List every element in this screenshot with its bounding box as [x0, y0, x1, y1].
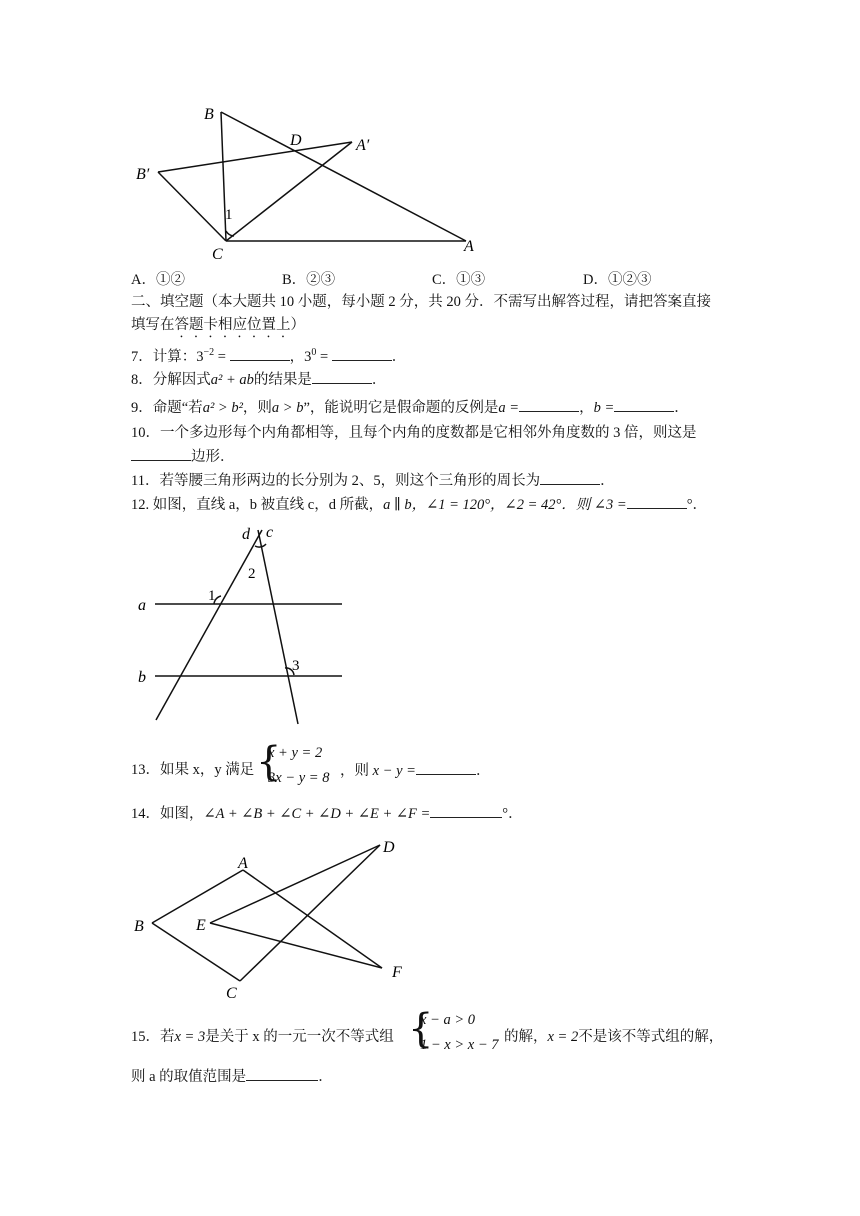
label-E: E	[196, 917, 206, 934]
label-A: A	[464, 238, 474, 255]
inequality-2: 1 − x > x − 7	[420, 1037, 499, 1053]
question-14: 14．如图，∠A + ∠B + ∠C + ∠D + ∠E + ∠F = °．	[131, 803, 523, 824]
answer-blank-9b[interactable]	[614, 397, 674, 412]
question-12: 12. 如图，直线 a，b 被直线 c，d 所截，a ∥ b，∠1 = 120°，∠2 = 42°．则 ∠3 = °．	[131, 494, 707, 515]
label-C: C	[212, 246, 223, 263]
label-A-prime: A′	[356, 137, 370, 154]
question-10-line1: 10．一个多边形每个内角都相等，且每个内角的度数都是它相邻外角度数的 3 倍，则这是	[131, 425, 697, 441]
question-15-tail: 的解，x = 2不是该不等式组的解，	[504, 1029, 724, 1045]
option-d[interactable]: D．①②③	[583, 272, 652, 288]
question-9: 9．命题“若a² > b²，则a > b”，能说明它是假命题的反例是a = ，b = ．	[131, 397, 689, 418]
section2-heading-line2: 填写在答题卡相应位置上）	[131, 317, 305, 333]
answer-blank-15[interactable]	[246, 1066, 318, 1081]
label-F: F	[392, 964, 402, 981]
answer-blank-12[interactable]	[627, 494, 687, 509]
system-brace: {	[256, 739, 282, 785]
figure-triangles	[130, 95, 490, 265]
label-line-b: b	[138, 669, 146, 686]
label-B: B	[134, 918, 144, 935]
question-7: 7．计算：$3^{-2}$ = ，$3^0$ = ．	[131, 347, 407, 365]
label-B: B	[204, 106, 214, 123]
label-D: D	[383, 839, 395, 856]
question-8: 8．分解因式a² + ab的结果是 ．	[131, 369, 386, 390]
equation-2: 3x − y = 8	[268, 770, 330, 786]
question-15-line2: 则 a 的取值范围是 ．	[131, 1066, 333, 1087]
answer-blank-8[interactable]	[312, 369, 372, 384]
label-D: D	[290, 132, 302, 149]
answer-blank-13[interactable]	[416, 760, 476, 775]
label-angle-2: 2	[248, 566, 256, 582]
option-c[interactable]: C．①③	[432, 272, 486, 288]
answer-blank-7b[interactable]	[332, 346, 392, 361]
figure-star	[130, 838, 420, 1003]
equation-1: x + y = 2	[268, 745, 323, 761]
inequality-brace: {	[408, 1006, 434, 1052]
label-line-a: a	[138, 597, 146, 614]
answer-blank-11[interactable]	[540, 470, 600, 485]
option-a[interactable]: A．①②	[131, 272, 185, 288]
option-b[interactable]: B．②③	[282, 272, 336, 288]
label-angle-1: 1	[208, 588, 216, 604]
answer-blank-7a[interactable]	[230, 346, 290, 361]
label-B-prime: B′	[136, 166, 150, 183]
label-line-c: c	[266, 524, 274, 541]
question-13-tail: ，则 x − y = ．	[340, 760, 490, 781]
question-11: 11．若等腰三角形两边的长分别为 2、5，则这个三角形的周长为 ．	[131, 470, 615, 491]
question-13: 13．如果 x，y 满足	[131, 762, 255, 778]
inequality-1: x − a > 0	[420, 1012, 476, 1028]
answer-blank-10[interactable]	[131, 446, 191, 461]
label-A: A	[238, 855, 248, 872]
label-line-d: d	[242, 526, 250, 543]
answer-blank-9a[interactable]	[519, 397, 579, 412]
question-15: 15．若x = 3是关于 x 的一元一次不等式组	[131, 1029, 394, 1045]
section2-heading-line1: 二、填空题（本大题共 10 小题，每小题 2 分，共 20 分．不需写出解答过程，请把答案直接	[131, 294, 711, 310]
question-10-line2: 边形．	[131, 446, 235, 467]
label-angle-3: 3	[292, 658, 300, 674]
answer-blank-14[interactable]	[430, 803, 502, 818]
label-angle-1: 1	[225, 207, 233, 223]
figure-parallel-lines	[130, 520, 360, 730]
label-C: C	[226, 985, 237, 1002]
